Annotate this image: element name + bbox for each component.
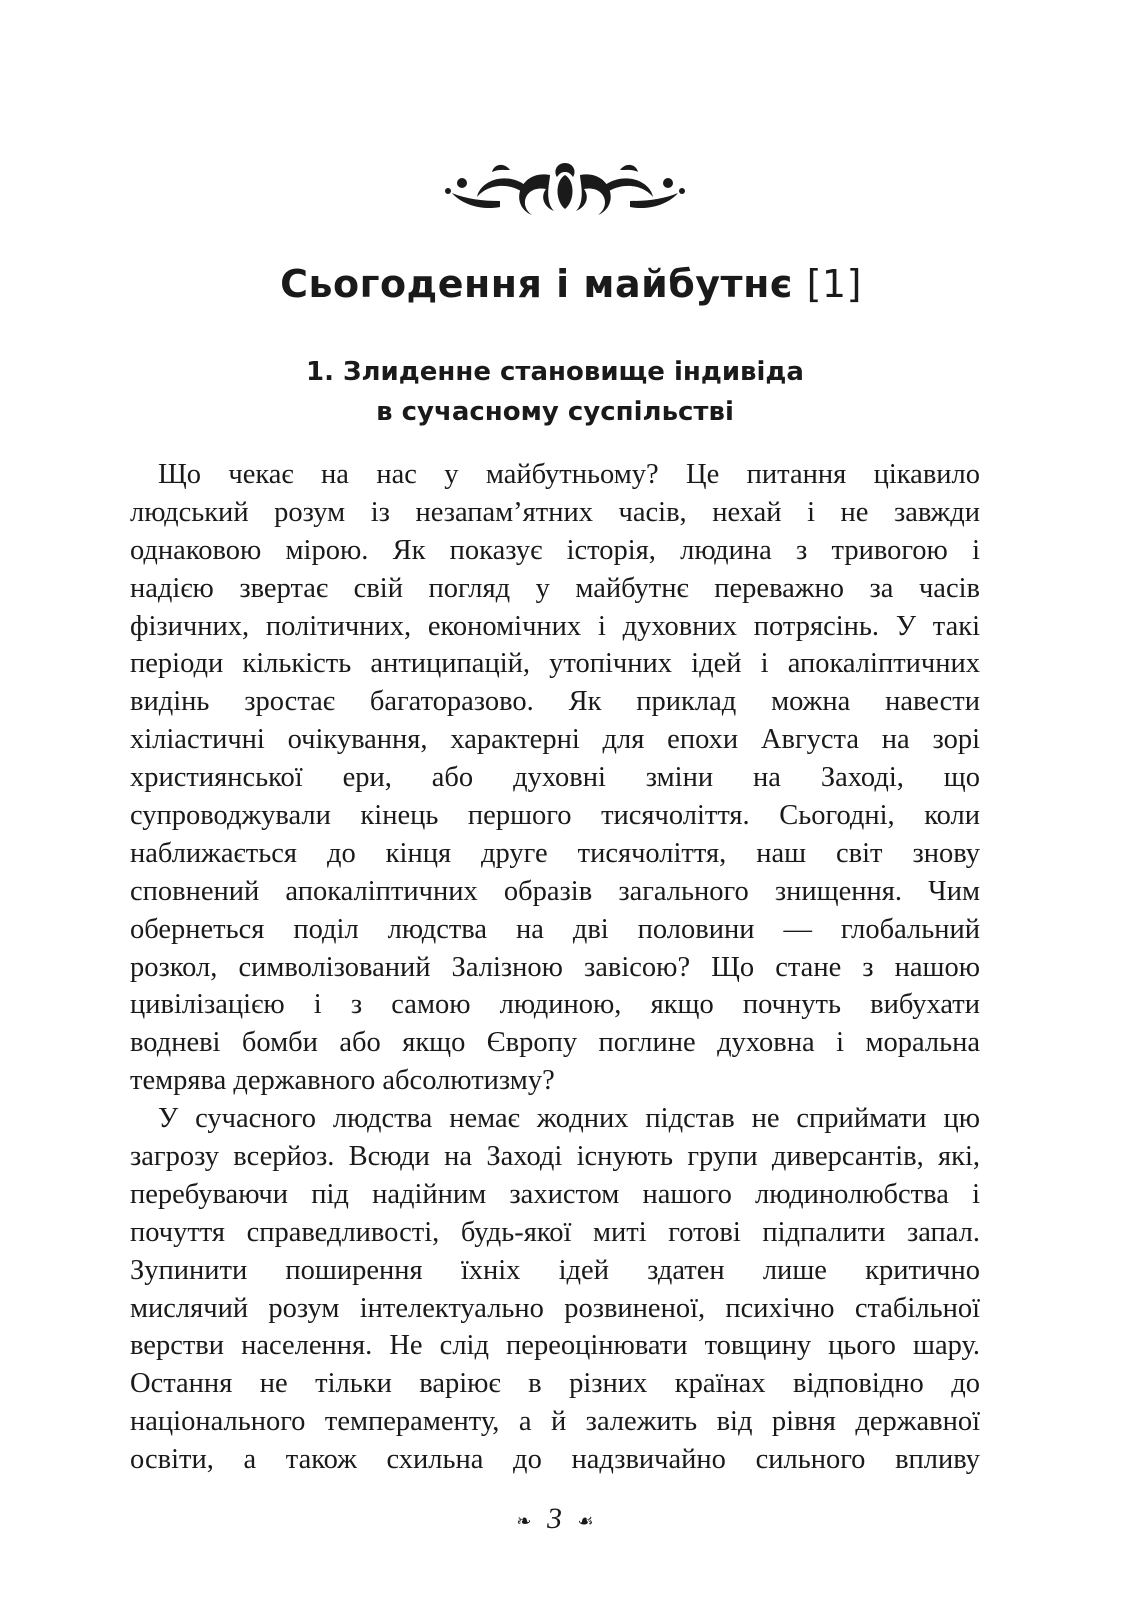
text-line: освіти, а також схильна до надзвичайно сильного впливу — [130, 1444, 980, 1476]
text-line: однаковою мірою. Як показує історія, людина з тривогою і — [130, 534, 980, 566]
chapter-title — [0, 262, 1142, 306]
text-line: Остання не тільки варіює в різних країнах відповідно до — [130, 1368, 980, 1400]
text-line: розкол, символізований Залізною завісою? Що стане з нашою — [130, 951, 980, 983]
text-line: християнської ери, або духовні зміни на Заході, що — [130, 762, 980, 794]
text-line: У сучасного людства немає жодних підстав не сприймати цю — [158, 1103, 980, 1135]
body-text — [130, 456, 980, 1479]
text-line: супроводжували кінець першого тисячоліття. Сьогодні, коли — [130, 800, 980, 832]
text-line: наближається до кінця друге тисячоліття, наш світ знову — [130, 837, 980, 869]
text-line: темрява державного абсолютизму? — [130, 1065, 555, 1097]
page-number: 3 — [546, 1502, 562, 1535]
text-line: обернеться поділ людства на дві половини — глобальний — [130, 913, 980, 945]
text-line: національного темпераменту, а й залежить від рівня державної — [130, 1406, 980, 1438]
text-line: Що чекає на нас у майбутньому? Це питання цікавило — [158, 459, 980, 490]
text-line: періоди кількість антиципацій, утопічних ідей і апокаліптичних — [130, 648, 980, 680]
flourish-left-icon: ❧ — [516, 1510, 532, 1531]
section-heading-line: 1. Злиденне становище індивіда — [306, 357, 804, 387]
section-heading-line: в сучасному суспільстві — [376, 397, 734, 427]
section-heading — [0, 352, 1110, 432]
text-line: людський розум із незапам’ятних часів, нехай і не завжди — [130, 496, 980, 528]
text-line: хіліастичні очікування, характерні для епохи Августа на зорі — [130, 724, 980, 756]
decorative-ornament-icon — [440, 155, 690, 225]
text-line: фізичних, політичних, економічних і духовних потрясінь. У такі — [130, 610, 980, 642]
text-line: мислячий розум інтелектуально розвиненої, психічно стабільної — [130, 1292, 980, 1324]
text-line: верстви населення. Не слід переоцінювати товщину цього шару. — [130, 1330, 980, 1362]
text-line: надією звертає свій погляд у майбутнє переважно за часів — [130, 572, 980, 604]
chapter-title-text: Сьогодення і майбутнє — [280, 262, 793, 306]
text-line: водневі бомби або якщо Європу поглине духовна і моральна — [130, 1027, 980, 1059]
flourish-right-icon: ☙ — [577, 1510, 594, 1531]
text-line: сповнений апокаліптичних образів загального знищення. Чим — [130, 875, 980, 907]
text-line: загрозу всерйоз. Всюди на Заході існують групи диверсантів, які, — [130, 1141, 980, 1173]
page-footer — [0, 1502, 1110, 1536]
chapter-reference: [1] — [806, 262, 862, 306]
text-line: почуття справедливості, будь-якої миті готові підпалити запал. — [130, 1216, 980, 1248]
text-line: перебуваючи під надійним захистом нашого людинолюбства і — [130, 1178, 980, 1210]
text-line: видінь зростає багаторазово. Як приклад можна навести — [130, 686, 980, 718]
text-line: цивілізацією і з самою людиною, якщо почнуть вибухати — [130, 989, 980, 1021]
text-line: Зупинити поширення їхніх ідей здатен лише критично — [130, 1254, 980, 1286]
